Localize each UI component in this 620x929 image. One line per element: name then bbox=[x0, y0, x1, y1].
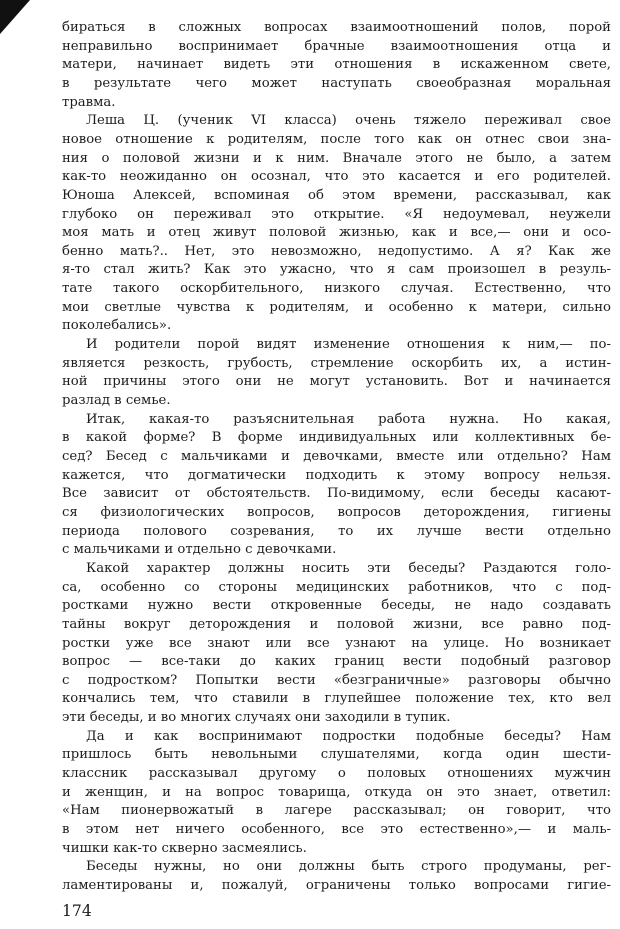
text-line: травма. bbox=[62, 94, 116, 110]
text-line: периода полового созревания, то их лучше вести отдельно bbox=[62, 523, 611, 539]
text-line: как-то неожиданно он осознал, что это касается и его родителей. bbox=[62, 169, 611, 185]
text-line: разлад в семье. bbox=[62, 393, 171, 409]
text-line: Итак, какая-то разъяснительная работа нужна. Но какая, bbox=[86, 411, 611, 427]
text-line: кажется, что догматически подходить к этому вопросу нельзя. bbox=[62, 467, 611, 483]
text-line: классник рассказывал другому о половых отношениях мужчин bbox=[62, 766, 611, 782]
text-line: Юноша Алексей, вспоминая об этом времени, рассказывал, как bbox=[62, 187, 611, 203]
page-corner-mark bbox=[0, 0, 30, 34]
text-line: матери, начинает видеть эти отношения в искаженном свете, bbox=[62, 57, 611, 73]
text-line: Беседы нужны, но они должны быть строго продуманы, рег- bbox=[86, 859, 611, 875]
text-line: ной причины этого они не могут установить. Вот и начинается bbox=[62, 374, 611, 390]
text-line: с подростком? Попытки вести «безграничные» разговоры обычно bbox=[62, 672, 611, 688]
text-line: са, особенно со стороны медицинских работников, что с под- bbox=[62, 579, 611, 595]
text-line: Да и как воспринимают подростки подобные беседы? Нам bbox=[86, 728, 611, 744]
text-line: «Нам пионервожатый в лагере рассказывал; он говорит, что bbox=[62, 803, 611, 819]
text-line: Леша Ц. (ученик VI класса) очень тяжело переживал свое bbox=[86, 113, 611, 129]
text-line: я-то стал жить? Как это ужасно, что я сам произошел в резуль- bbox=[62, 262, 611, 278]
text-line: эти беседы, и во многих случаях они заходили в тупик. bbox=[62, 710, 451, 726]
page-number: 174 bbox=[62, 902, 92, 920]
text-line: неправильно воспринимает брачные взаимоотношения отца и bbox=[62, 38, 611, 54]
text-line: пришлось быть невольными слушателями, когда один шести- bbox=[62, 747, 611, 763]
text-line: Какой характер должны носить эти беседы? Раздаются голо- bbox=[86, 560, 611, 576]
text-line: чишки как-то скверно засмеялись. bbox=[62, 840, 307, 856]
text-line: поколебались». bbox=[62, 318, 172, 334]
text-line: в результате чего может наступать своеобразная моральная bbox=[62, 75, 611, 91]
text-line: кончались тем, что ставили в глупейшее положение тех, кто вел bbox=[62, 691, 611, 707]
text-line: глубоко он переживал это открытие. «Я недоумевал, неужели bbox=[62, 206, 611, 222]
text-line: бираться в сложных вопросах взаимоотношений полов, порой bbox=[62, 20, 611, 35]
text-line: сед? Бесед с мальчиками и девочками, вместе или отдельно? Нам bbox=[62, 449, 611, 464]
text-line: И родители порой видят изменение отношения к ним,— по- bbox=[86, 337, 611, 353]
text-line: ся физиологических вопросов, вопросов деторождения, гигиены bbox=[62, 504, 611, 520]
text-line: ламентированы и, пожалуй, ограничены только вопросами гигие- bbox=[62, 878, 611, 893]
text-line: и женщин, и на вопрос товарища, откуда он это знает, ответил: bbox=[62, 784, 611, 800]
text-line: ростками нужно вести откровенные беседы, не надо создавать bbox=[62, 598, 611, 614]
text-line: ния о половой жизни и к ним. Вначале этого не было, а затем bbox=[62, 150, 611, 166]
text-line: ростки уже все знают или все узнают на улице. Но возникает bbox=[62, 635, 611, 651]
text-line: является резкость, грубость, стремление оскорбить их, а истин- bbox=[62, 355, 611, 371]
text-line: новое отношение к родителям, после того как он отнес свои зна- bbox=[62, 131, 611, 147]
text-line: Все зависит от обстоятельств. По-видимому, если беседы касают- bbox=[62, 486, 611, 502]
text-line: вопрос — все-таки до каких границ вести подобный разговор bbox=[62, 654, 611, 670]
text-line: в какой форме? В форме индивидуальных или коллективных бе- bbox=[62, 430, 611, 446]
text-line: бенно мать?.. Нет, это невозможно, недопустимо. А я? Как же bbox=[62, 243, 611, 259]
text-line: моя мать и отец живут половой жизнью, как и все,— они и осо- bbox=[62, 225, 611, 241]
text-line: тате такого оскорбительного, низкого случая. Естественно, что bbox=[62, 281, 611, 297]
text-line: тайны вокруг деторождения и половой жизни, все равно под- bbox=[62, 616, 611, 632]
text-line: в этом нет ничего особенного, все это естественно»,— и маль- bbox=[62, 822, 611, 838]
text-line: мои светлые чувства к родителям, и особенно к матери, сильно bbox=[62, 299, 611, 315]
text-line: с мальчиками и отдельно с девочками. bbox=[62, 542, 337, 558]
